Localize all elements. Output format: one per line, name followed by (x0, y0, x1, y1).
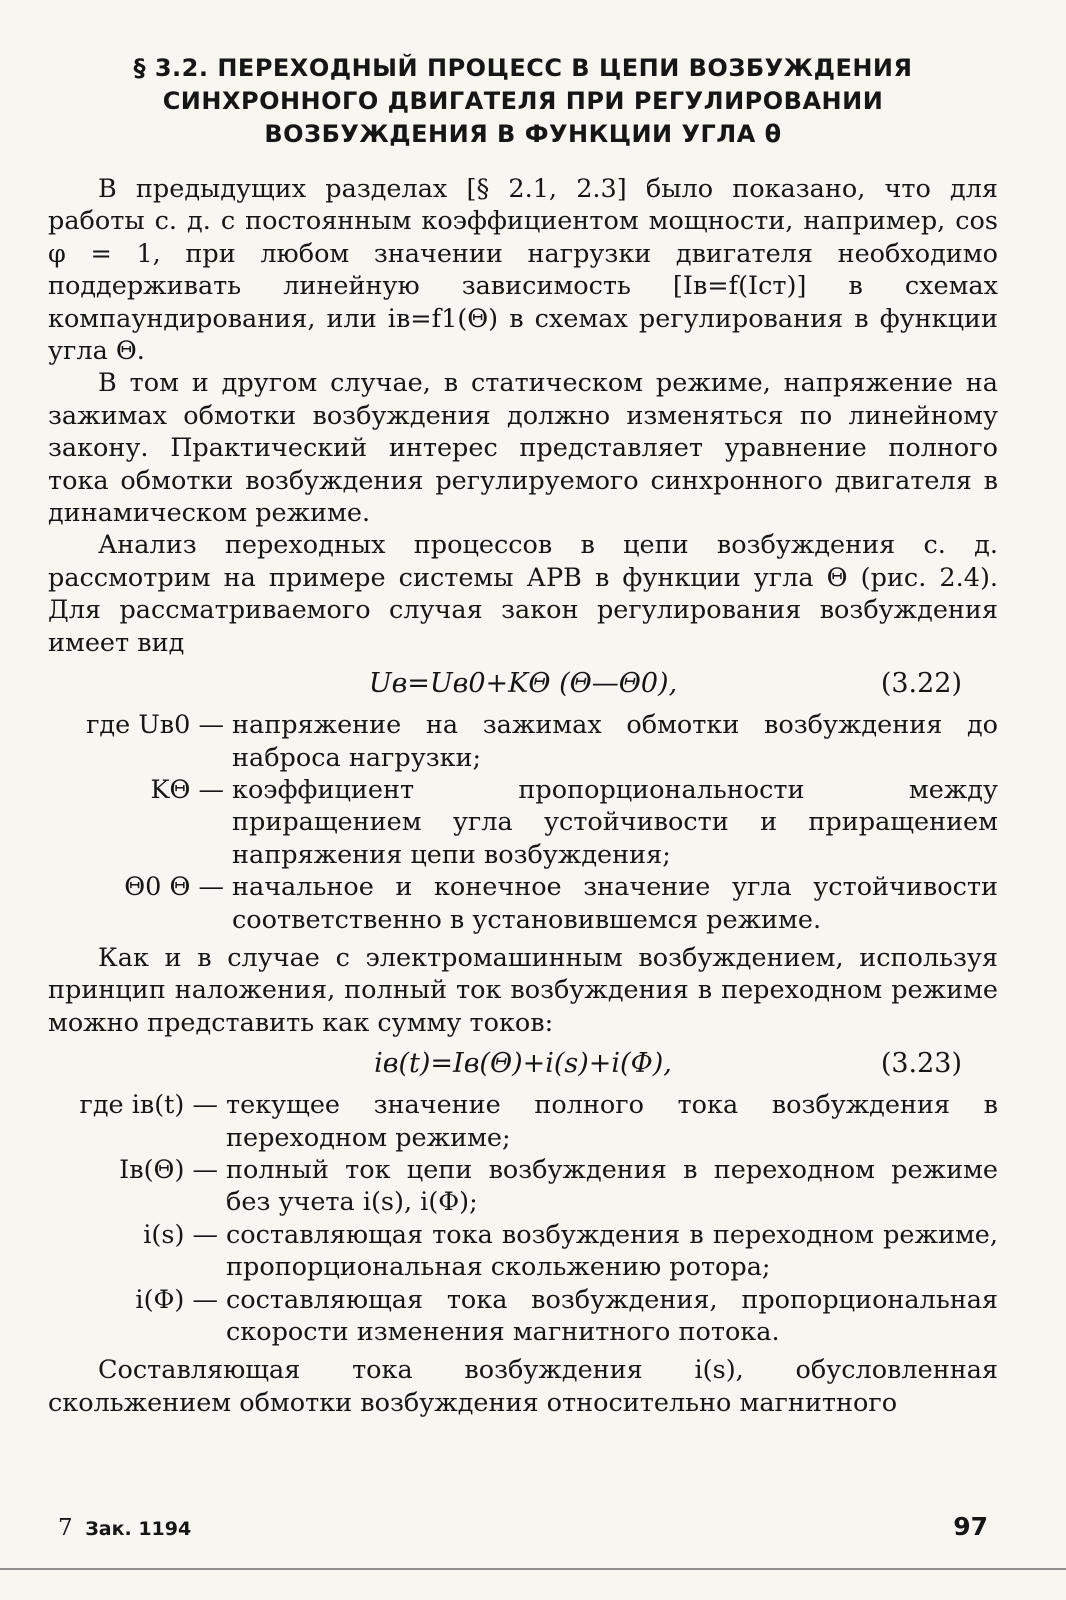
book-page (48, 52, 998, 1419)
definition-text: начальное и конечное значение угла устойчивости соответственно в установившемся режиме. (232, 872, 998, 935)
definition-symbol: i(s) — (143, 1219, 218, 1250)
definition-text: коэффициент пропорциональности между приращением угла устойчивости и приращением напряжения цепи возбуждения; (232, 774, 998, 870)
definition-item (48, 1219, 998, 1284)
paragraph: В предыдущих разделах [§ 2.1, 2.3] было показано, что для работы с. д. с постоянным коэффициентом мощности, например, cos φ = 1, при любом значении нагрузки двигателя необходимо поддерживать линейную зависимость [Iв=f(Iст)] в схемах компаундирования, или iв=f1(Θ) в схемах регулирования в функции угла Θ. (48, 174, 998, 367)
definition-symbol: i(Φ) — (135, 1284, 218, 1315)
definition-text: составляющая тока возбуждения в переходном режиме, пропорциональная скольжению ротора; (226, 1219, 998, 1283)
definition-text: полный ток цепи возбуждения в переходном режиме без учета i(s), i(Φ); (226, 1154, 998, 1218)
definition-item (48, 774, 998, 871)
equation-3-22 (48, 661, 998, 707)
page-footer (58, 1512, 988, 1541)
paragraph: Как и в случае с электромашинным возбуждением, используя принцип наложения, полный ток возбуждения в переходном режиме можно представить как сумму токов: (48, 942, 998, 1038)
order-number: Зак. 1194 (85, 1518, 192, 1540)
definition-symbol: где Uв0 — (86, 710, 224, 741)
heading-line: ВОЗБУЖДЕНИЯ В ФУНКЦИИ УГЛА θ (264, 120, 782, 148)
definition-item (48, 1284, 998, 1349)
definition-item (48, 709, 998, 774)
definition-item (48, 871, 998, 936)
definition-text: напряжение на зажимах обмотки возбуждения до наброса нагрузки; (232, 710, 998, 773)
definitions-list (48, 709, 998, 936)
equation-number: (3.22) (880, 668, 962, 700)
definition-symbol: KΘ — (150, 774, 224, 805)
definition-item (48, 1154, 998, 1219)
equation-expression: iв(t)=Iв(Θ)+i(s)+i(Φ), (374, 1048, 672, 1080)
definition-item (48, 1089, 998, 1154)
page-number: 97 (953, 1512, 988, 1541)
section-heading (56, 52, 990, 151)
equation-3-23 (48, 1041, 998, 1087)
definition-symbol: Θ0 Θ — (124, 872, 224, 903)
definition-text: составляющая тока возбуждения, пропорциональная скорости изменения магнитного потока. (226, 1284, 998, 1347)
definition-symbol: где iв(t) — (79, 1090, 218, 1121)
definition-text: текущее значение полного тока возбуждения в переходном режиме; (226, 1090, 998, 1153)
paragraph: Составляющая тока возбуждения i(s), обусловленная скольжением обмотки возбуждения относительно магнитного (48, 1355, 998, 1418)
heading-line: § 3.2. ПЕРЕХОДНЫЙ ПРОЦЕСС В ЦЕПИ ВОЗБУЖДЕНИЯ (133, 54, 913, 82)
heading-line: СИНХРОННОГО ДВИГАТЕЛЯ ПРИ РЕГУЛИРОВАНИИ (162, 87, 884, 115)
paragraph: Анализ переходных процессов в цепи возбуждения с. д. рассмотрим на примере системы АРВ в функции угла Θ (рис. 2.4). Для рассматриваемого случая закон регулирования возбуждения имеет вид (48, 530, 998, 658)
paragraph: В том и другом случае, в статическом режиме, напряжение на зажимах обмотки возбуждения должно изменяться по линейному закону. Практический интерес представляет уравнение полного тока обмотки возбуждения регулируемого синхронного двигателя в динамическом режиме. (48, 368, 998, 529)
definitions-list (48, 1089, 998, 1348)
signature-number: 7 (58, 1515, 73, 1541)
equation-expression: Uв=Uв0+KΘ (Θ—Θ0), (368, 668, 678, 700)
definition-symbol: Iв(Θ) — (119, 1154, 218, 1185)
bottom-edge-line (0, 1568, 1066, 1570)
equation-number: (3.23) (880, 1048, 962, 1080)
print-signature (58, 1515, 191, 1541)
